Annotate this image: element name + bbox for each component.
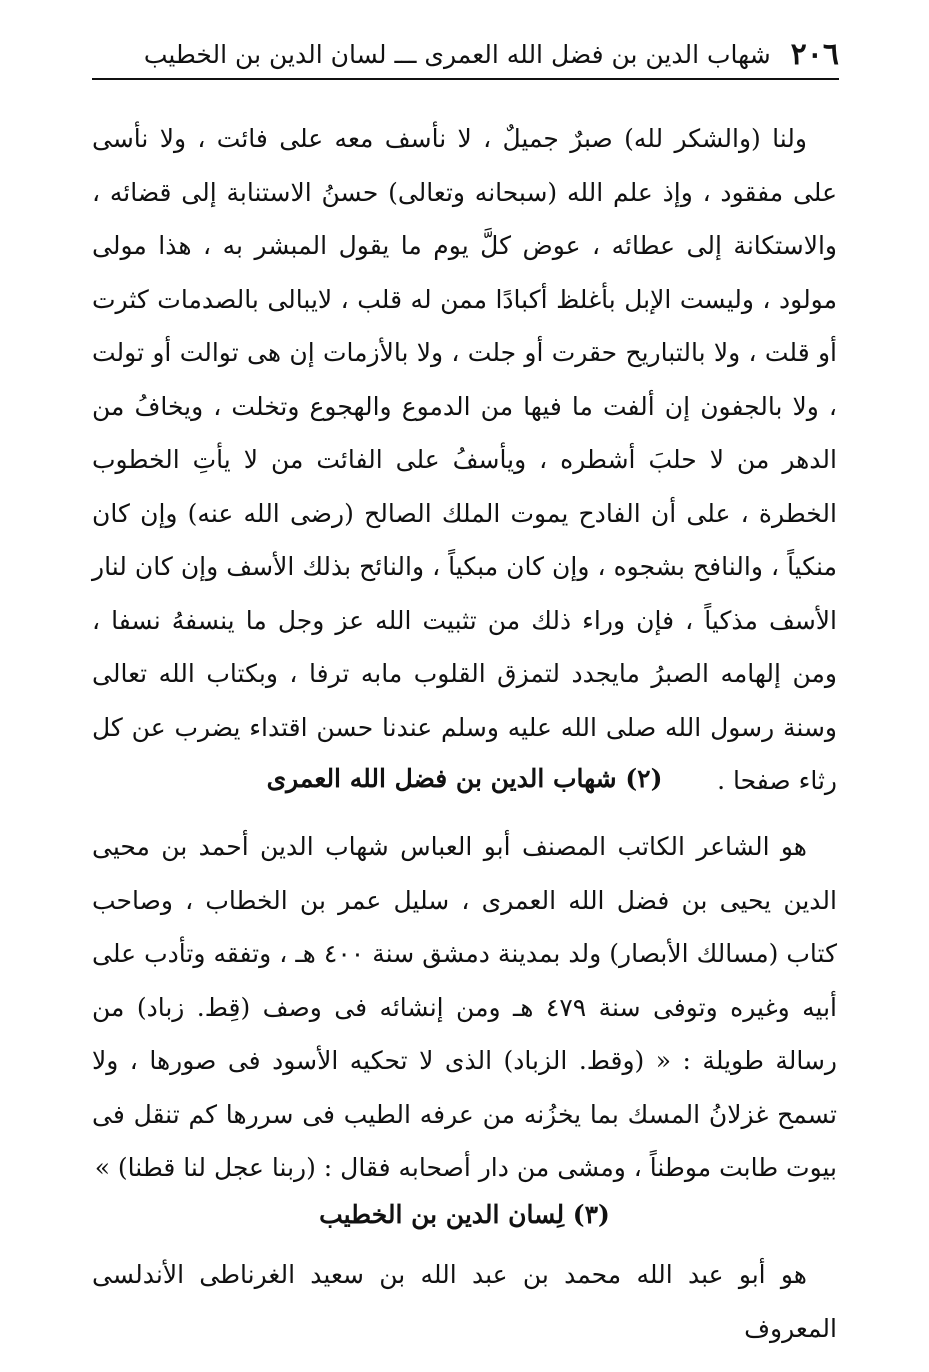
paragraph: هو الشاعر الكاتب المصنف أبو العباس شهاب الدين أحمد بن محيى الدين يحيى بن فضل الله العمرى ، سليل عمر بن الخطاب ، وصاحب كتاب (مسالك الأبصار) ولد بمدينة دمشق سنة ٤٠٠ هـ ، وتفقه وتأدب على أبيه وغيره وتوفى سنة ٤٧٩ هـ ومن إنشائه فى وصف (قِط. زباد) من رسالة طويلة : « (وقط. الزباد) الذى لا تحكيه الأسود فى صورها ، ولا تسمح غزلانُ المسك بما يخزُنه من عرفه الطيب فى سررها كم تنقل فى بيوت طابت موطناً ، ومشى من دار أصحابه فقال : (ربنا عجل لنا قطنا) » — [92, 832, 837, 1182]
running-title: شهاب الدين بن فضل الله العمرى ـــ لسان الدين بن الخطيب — [143, 39, 771, 69]
section-heading-container — [92, 1188, 837, 1241]
paragraph: هو أبو عبد الله محمد بن عبد الله بن سعيد الغرناطى الأندلسى المعروف — [92, 1260, 837, 1343]
page-header — [92, 30, 839, 80]
section-heading: (٢) شهاب الدين بن فضل الله العمرى — [266, 764, 663, 793]
letter-excerpt — [92, 112, 837, 808]
page-number: ٢٠٦ — [790, 36, 839, 72]
biography-excerpt — [92, 1248, 837, 1355]
section-heading: (٣) لِسان الدين بن الخطيب — [319, 1200, 610, 1229]
biography-excerpt — [92, 820, 837, 1195]
section-heading-container — [92, 752, 837, 805]
paragraph: ولنا (والشكر لله) صبرٌ جميلٌ ، لا نأسف معه على فائت ، ولا نأسى على مفقود ، وإذ علم الله (سبحانه وتعالى) حسنُ الاستنابة إلى قضائه ، والاستكانة إلى عطائه ، عوض كلَّ يوم ما يقول المبشر به ، هذا مولى مولود ، وليست الإبل بأغلظ أكبادًا ممن له قلب ، لايبالى بالصدمات كثرت أو قلت ، ولا بالتباريح حقرت أو جلت ، ولا بالأزمات إن هى توالت أو تولت ، ولا بالجفون إن ألفت ما فيها من الدموع والهجوع وتخلت ، ويخافُ من الدهر من لا حلبَ أشطره ، ويأسفُ على الفائت من لا يأتِ الخطوب الخطرة ، على أن الفادح يموت الملك الصالح (رضى الله عنه) وإن كان منكياً ، والنافح بشجوه ، وإن كان مبكياً ، والنائح بذلك الأسف وإن كان لنار الأسف مذكياً ، فإن وراء ذلك من تثبيت الله عز وجل ما ينسفهُ نسفا ، ومن إلهامه الصبرُ مايجدد لتمزق القلوب مابه ترفا ، وبكتاب الله تعالى وسنة رسول الله صلى الله عليه وسلم عندنا حسن اقتداء يضرب عن كل رثاء صفحا . — [92, 124, 837, 795]
